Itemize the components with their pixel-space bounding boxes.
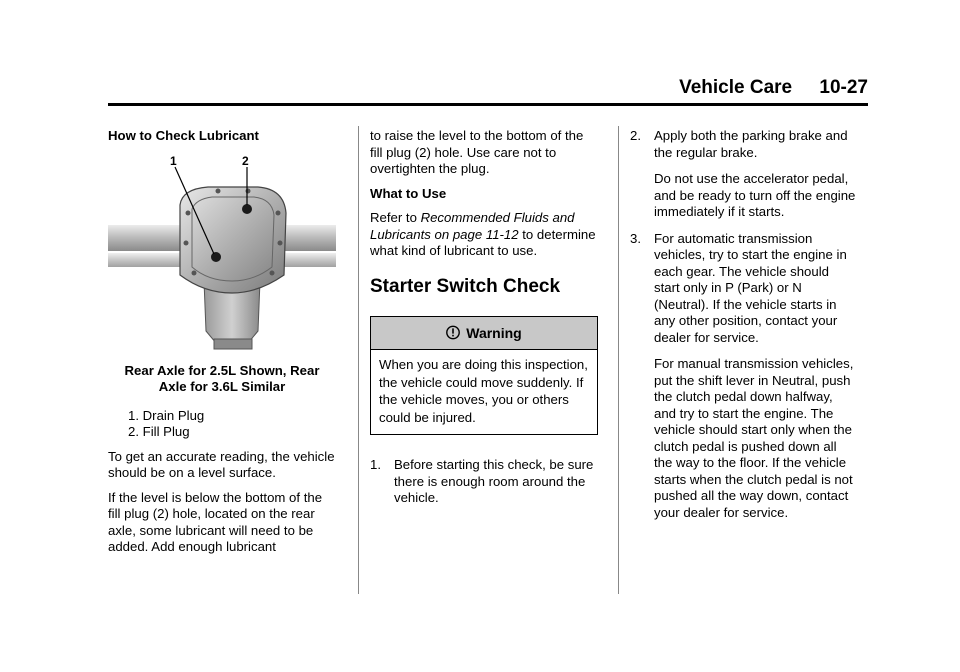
rear-axle-drawing	[108, 153, 336, 353]
warning-text: When you are doing this inspection, the vehicle could move suddenly. If the vehicle moves, you or others could be injured.	[379, 357, 588, 425]
section-heading: Starter Switch Check	[370, 275, 561, 297]
step-2-note: Do not use the accelerator pedal, and be ready to turn off the engine immediately if it starts.	[654, 171, 856, 219]
column-left	[108, 128, 336, 564]
step-3: 3. For automatic transmission vehicles, try to start the engine in each gear. The vehicle should start only in P (Park) or N (Neutral). If the vehicle starts in any other position, contact your dealer for service.	[630, 230, 847, 345]
paragraph: Refer to Recommended Fluids and Lubricants on page 11-12 to determine what kind of lubricant to use.	[370, 210, 596, 258]
paragraph: To get an accurate reading, the vehicle should be on a level surface.	[108, 448, 335, 480]
rear-axle-illustration	[108, 153, 336, 353]
drain-plug	[211, 252, 221, 262]
paragraph: to raise the level to the bottom of the fill plug (2) hole. Use care not to overtighten the plug.	[370, 128, 584, 176]
step-3-note: For manual transmission vehicles, put the shift lever in Neutral, push the clutch pedal down halfway, and try to start the engine. The vehicle should start only when the clutch pedal is pushed down all the way to the floor. If the vehicle starts when the clutch pedal is not pushed all the way down, contact your dealer for service.	[654, 356, 854, 520]
warning-icon	[446, 325, 460, 340]
step-2: 2. Apply both the parking brake and the regular brake.	[630, 128, 848, 160]
page-number: 10-27	[819, 77, 868, 98]
column-middle	[370, 128, 598, 517]
figure-caption: Rear Axle for 2.5L Shown, Rear Axle for 3.6L Similar	[124, 362, 320, 394]
step-1: 1. Before starting this check, be sure there is enough room around the vehicle.	[370, 457, 594, 505]
page-header	[679, 77, 868, 98]
callout-1: 1	[170, 153, 177, 168]
figure-legend	[108, 408, 336, 441]
fill-plug	[242, 204, 252, 214]
paragraph: If the level is below the bottom of the fill plug (2) hole, located on the rear axle, some lubricant will need to be added. Add enough lubricant	[108, 489, 323, 554]
column-right	[630, 128, 858, 531]
legend-item: 1. Drain Plug	[128, 407, 205, 423]
column-divider	[618, 126, 619, 594]
callout-2: 2	[242, 153, 249, 168]
subheading-what-to-use: What to Use	[370, 185, 447, 201]
subheading-check-lubricant: How to Check Lubricant	[108, 128, 259, 143]
column-divider	[358, 126, 359, 594]
legend-item: 2. Fill Plug	[128, 424, 190, 439]
section-title: Vehicle Care	[679, 77, 793, 98]
warning-box	[370, 316, 598, 436]
header-rule	[108, 103, 868, 106]
warning-label: Warning	[466, 324, 522, 341]
cross-reference-link[interactable]: Recommended Fluids and Lubricants on page 11-12	[370, 210, 575, 242]
warning-header	[371, 317, 597, 351]
